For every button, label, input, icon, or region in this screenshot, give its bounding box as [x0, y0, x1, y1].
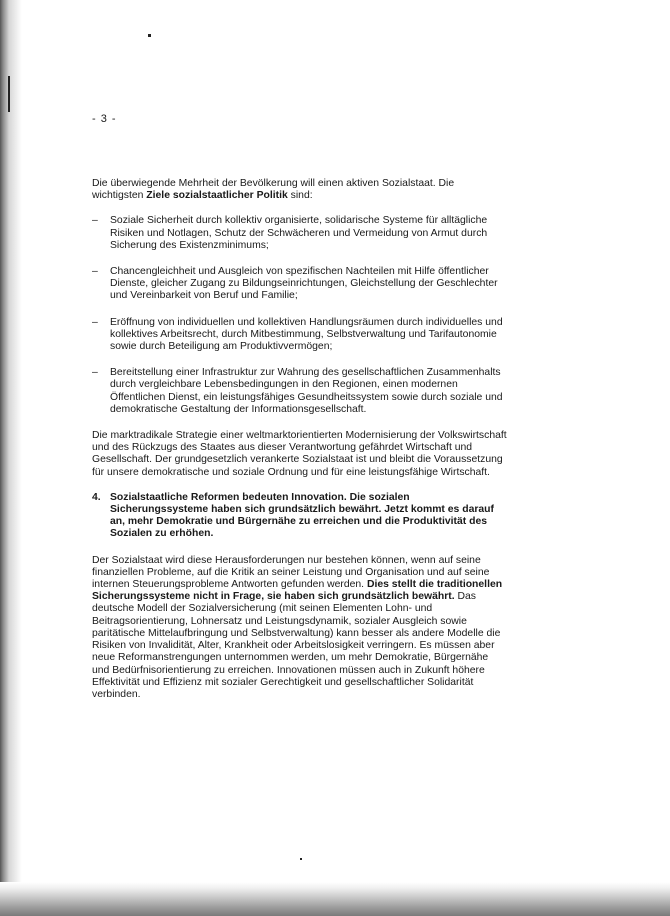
section-number: 4.: [92, 491, 101, 503]
list-item-text: Chancengleichheit und Ausgleich von spezifischen Nachteilen mit Hilfe öffentlicher Dienste, gleicher Zugang zu Bildungseinrichtungen, Gleichstellung der Geschlechter und Vereinbarkeit von Beruf und Familie;: [110, 266, 498, 302]
list-item-text: Soziale Sicherheit durch kollektiv organisierte, solidarische Systeme für alltägliche Risiken und Notlagen, Schutz der Schwächeren und Vermeidung von Armut durch Sicherung des Existenzminimums;: [110, 215, 488, 251]
list-item: [92, 215, 508, 252]
goals-list: [92, 215, 508, 416]
intro-line2-end: sind:: [287, 190, 313, 202]
intro-line1: Die überwiegende Mehrheit der Bevölkerung will einen aktiven Sozialstaat. Die: [92, 178, 455, 189]
scan-edge-bottom: [0, 882, 670, 916]
intro-line2: wichtigsten: [92, 190, 147, 202]
final-paragraph-part2: Das deutsche Modell der Sozialversicherung (mit seinen Elementen Lohn- und Beitragsorientierung, Lohnersatz und Leistungsdynamik, sozialer Ausgleich sowie paritätische Mittelaufbringung und Selbstverwaltung) kann besser als andere Modelle die Risiken von Invalidität, Alter, Krankheit oder Arbeitslosigkeit verringern. Es müssen aber neue Reformanstrengungen unternommen werden, um mehr Demokratie, Bürgernähe und Bedürfnisorientierung zu erreichen. Innovationen müssen auch in Zukunft höhere Effektivität und Effizienz mit sozialer Gerechtigkeit und gesellschaftlicher Solidarität verbinden.: [92, 591, 501, 700]
dash-bullet: –: [92, 215, 98, 227]
list-item-text: Bereitstellung einer Infrastruktur zur Wahrung des gesellschaftlichen Zusammenhalts durch vergleichbare Lebensbedingungen in den Regionen, einen modernen Öffentlichen Dienst, ein leistungsfähiges Gesundheitssystem sowie durch soziale und demokratische Gestaltung der Informationsgesellschaft.: [110, 367, 503, 415]
scan-mark: [8, 76, 10, 112]
list-item-text: Eröffnung von individuellen und kollektiven Handlungsräumen durch individuelles und kollektives Arbeitsrecht, durch Mitbestimmung, Selbstverwaltung und Tarifautonomie sowie durch Beteiligung am Produktivvermögen;: [110, 316, 503, 353]
intro-paragraph: [92, 178, 508, 202]
dash-bullet: –: [92, 316, 98, 328]
dash-bullet: –: [92, 266, 98, 278]
scan-mark: [148, 34, 151, 37]
section-heading: [92, 492, 508, 541]
list-item: [92, 367, 508, 416]
closing-paragraph: Die marktradikale Strategie einer weltmarktorientierten Modernisierung der Volkswirtschaft und des Rückzugs des Staates aus dieser Verantwortung gefährdet Wirtschaft und Gesellschaft. Der grundgesetzlich verankerte Sozialstaat ist und bleibt die Voraussetzung für unsere demokratische und soziale Ordnung und für eine leistungsfähige Wirtschaft.: [92, 430, 507, 478]
list-item: [92, 266, 508, 303]
intro-bold-phrase: Ziele sozialstaatlicher Politik: [146, 190, 288, 202]
dash-bullet: –: [92, 367, 98, 379]
page-number: - 3 -: [92, 113, 117, 125]
section-heading-text: Sozialstaatliche Reformen bedeuten Innovation. Die sozialen Sicherungssysteme haben sich grundsätzlich bewährt. Jetzt kommt es darauf an, mehr Demokratie und Bürgernähe zu erreichen und die Produktivität des Sozialen zu erhöhen.: [110, 491, 494, 540]
scan-edge-left: [0, 0, 22, 916]
scan-mark: [300, 858, 302, 860]
list-item: [92, 317, 508, 354]
document-body: [92, 178, 508, 701]
final-paragraph-bold: Dies stellt die traditionellen Sicherungssysteme nicht in Frage, sie haben sich grundsätzlich bewährt.: [92, 579, 503, 603]
final-paragraph-part1: Der Sozialstaat wird diese Herausforderungen nur bestehen können, wenn auf seine finanziellen Probleme, auf die Kritik an seiner Leistung und Organisation und auf seine internen Steuerungsprobleme Antworten gefunden werden.: [92, 554, 490, 591]
final-paragraph: [92, 555, 508, 701]
